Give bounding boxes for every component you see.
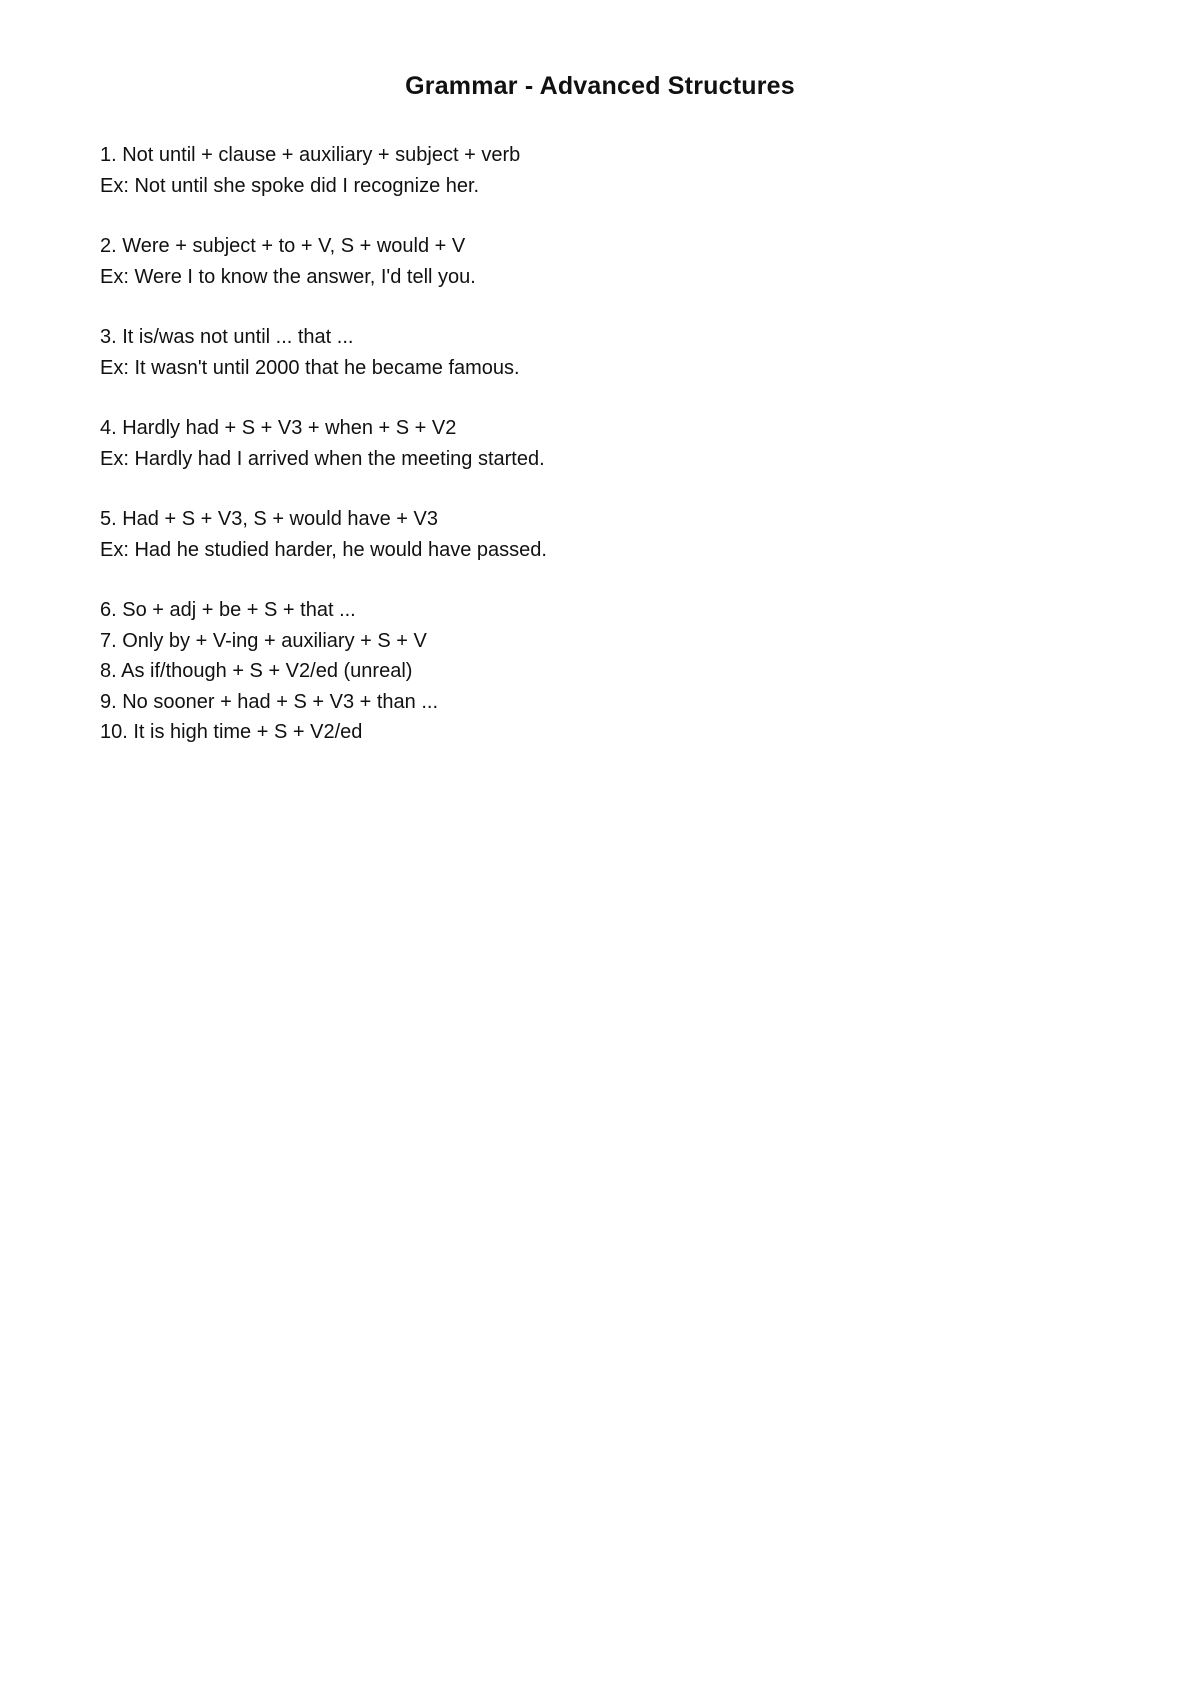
structure-section bbox=[100, 231, 1100, 292]
structure-example: Ex: Hardly had I arrived when the meeting started. bbox=[100, 447, 545, 470]
structure-example: Ex: Not until she spoke did I recognize her. bbox=[100, 174, 480, 197]
structure-section bbox=[100, 504, 1100, 565]
list-item: 9. No sooner + had + S + V3 + than ... bbox=[100, 690, 439, 713]
page-title: Grammar - Advanced Structures bbox=[405, 72, 795, 100]
structure-section bbox=[100, 322, 1100, 383]
list-item: 8. As if/though + S + V2/ed (unreal) bbox=[100, 660, 413, 682]
structure-rule: 2. Were + subject + to + V, S + would + V bbox=[100, 235, 466, 257]
structure-rule: 4. Hardly had + S + V3 + when + S + V2 bbox=[100, 417, 457, 439]
structure-rule: 3. It is/was not until ... that ... bbox=[100, 326, 354, 348]
list-item: 10. It is high time + S + V2/ed bbox=[100, 721, 363, 743]
list-item: 7. Only by + V-ing + auxiliary + S + V bbox=[100, 629, 427, 652]
structure-rule: 1. Not until + clause + auxiliary + subject + verb bbox=[100, 144, 521, 166]
document-body bbox=[100, 140, 1100, 748]
structure-example: Ex: Were I to know the answer, I'd tell you. bbox=[100, 265, 476, 288]
structure-example: Ex: Had he studied harder, he would have passed. bbox=[100, 538, 547, 561]
structure-section bbox=[100, 140, 1100, 201]
structure-rule: 5. Had + S + V3, S + would have + V3 bbox=[100, 508, 438, 530]
structure-example: Ex: It wasn't until 2000 that he became famous. bbox=[100, 356, 520, 379]
list-item: 6. So + adj + be + S + that ... bbox=[100, 599, 356, 621]
structure-section bbox=[100, 413, 1100, 474]
structure-list bbox=[100, 595, 1100, 748]
